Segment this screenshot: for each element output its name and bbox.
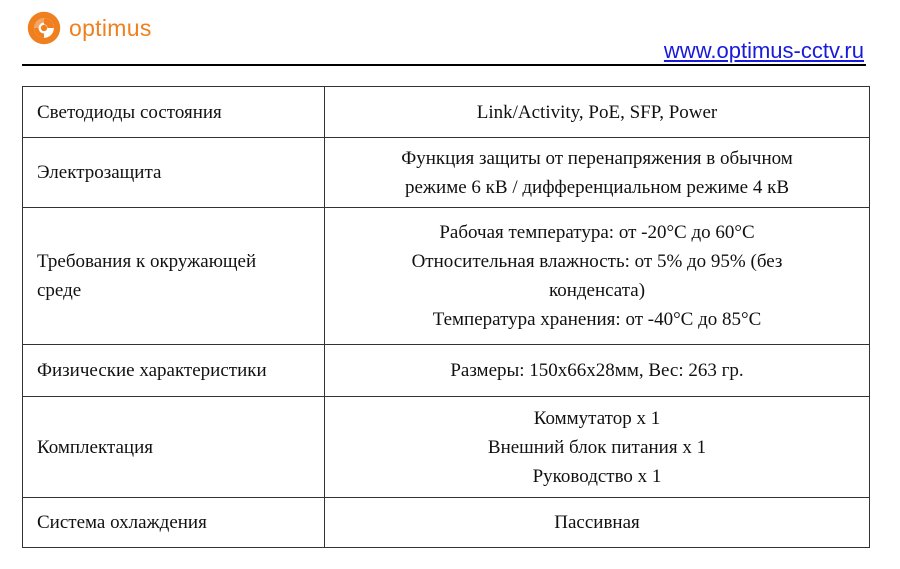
spec-value-line: Размеры: 150x66x28мм, Вес: 263 гр. bbox=[450, 360, 744, 381]
spec-value-line: Рабочая температура: от -20°C до 60°C bbox=[439, 222, 755, 243]
website-link[interactable]: www.optimus-cctv.ru bbox=[663, 38, 864, 63]
table-row bbox=[23, 345, 870, 397]
optimus-logo-icon bbox=[26, 10, 62, 46]
table-row bbox=[23, 87, 870, 138]
spec-value bbox=[325, 345, 870, 397]
table-row bbox=[23, 208, 870, 345]
spec-label: Физические характеристики bbox=[23, 345, 325, 397]
spec-table bbox=[22, 86, 870, 548]
spec-value bbox=[325, 138, 870, 208]
spec-value-line: режиме 6 кВ / дифференциальном режиме 4 кВ bbox=[405, 176, 789, 198]
brand-name: optimus bbox=[69, 14, 152, 41]
spec-value bbox=[325, 498, 870, 548]
spec-label: Система охлаждения bbox=[23, 498, 325, 548]
spec-label: Комплектация bbox=[23, 397, 325, 498]
spec-value-line: Руководство x 1 bbox=[532, 465, 662, 487]
spec-value-line: Пассивная bbox=[554, 512, 640, 533]
spec-value bbox=[325, 397, 870, 498]
table-row bbox=[23, 397, 870, 498]
spec-value-line: Link/Activity, PoE, SFP, Power bbox=[476, 101, 718, 123]
spec-value bbox=[325, 208, 870, 345]
spec-label: Светодиоды состояния bbox=[23, 87, 325, 138]
spec-value bbox=[325, 87, 870, 138]
spec-value-line: Температура хранения: от -40°C до 85°C bbox=[432, 309, 762, 330]
spec-value-line: Коммутатор x 1 bbox=[533, 407, 661, 429]
spec-label bbox=[23, 208, 325, 345]
spec-value-line: конденсата) bbox=[548, 280, 646, 301]
brand-logo bbox=[26, 10, 152, 46]
spec-value-line: Внешний блок питания x 1 bbox=[487, 436, 707, 458]
spec-label: Электрозащита bbox=[23, 138, 325, 208]
spec-label-line: среде bbox=[37, 280, 82, 301]
header-divider bbox=[22, 64, 866, 66]
table-row bbox=[23, 498, 870, 548]
table-row bbox=[23, 138, 870, 208]
spec-value-line: Относительная влажность: от 5% до 95% (без bbox=[411, 251, 783, 272]
spec-value-line: Функция защиты от перенапряжения в обычном bbox=[401, 147, 793, 169]
spec-label-line: Требования к окружающей bbox=[37, 251, 257, 272]
